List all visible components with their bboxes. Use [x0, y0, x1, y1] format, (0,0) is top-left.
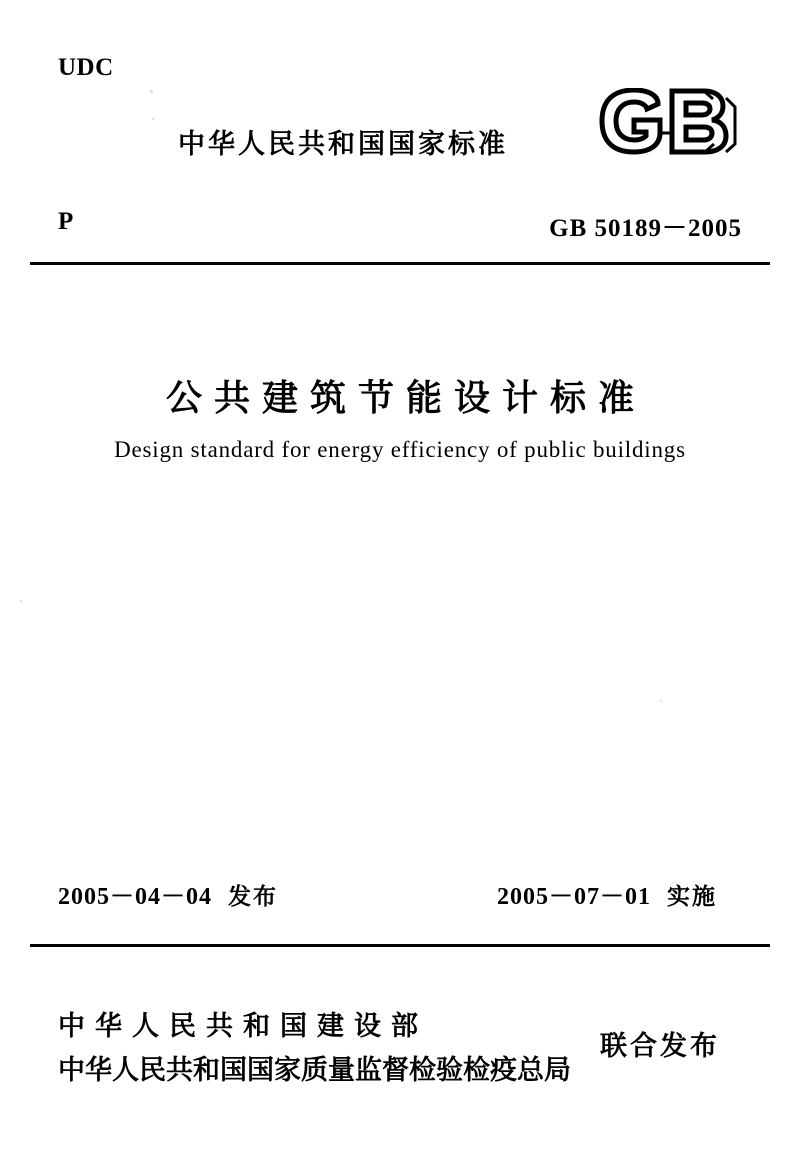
page-subtitle-english: Design standard for energy efficiency of public buildings: [114, 437, 686, 462]
issue-date-value: 2005－04－04: [58, 884, 212, 910]
effective-date-value: 2005－07－01: [497, 884, 651, 910]
joint-issue-label: 联合发布: [600, 1031, 720, 1062]
issue-date-label: 发布: [228, 884, 278, 910]
standard-number: GB 50189－2005: [549, 215, 742, 242]
effective-date-block: [497, 876, 717, 911]
scan-speckle: [660, 700, 662, 702]
publisher-administration: 中华人民共和国国家质量监督检验检疫总局: [58, 1055, 571, 1086]
classification-mark: P: [58, 208, 74, 235]
issue-date-block: [58, 876, 278, 911]
divider-top: [30, 262, 770, 265]
date-row: [0, 876, 800, 910]
divider-bottom: [30, 944, 770, 947]
national-standard-heading: 中华人民共和国国家标准: [178, 129, 508, 160]
scan-speckle: [20, 600, 22, 602]
scan-speckle: [150, 90, 153, 93]
publisher-ministry: 中华人民共和国建设部: [58, 1011, 428, 1042]
gb-logo-icon: [594, 88, 744, 156]
effective-date-label: 实施: [667, 884, 717, 910]
scan-speckle: [152, 118, 154, 120]
page-title: 公共建筑节能设计标准: [165, 378, 646, 419]
udc-label: UDC: [58, 54, 114, 81]
